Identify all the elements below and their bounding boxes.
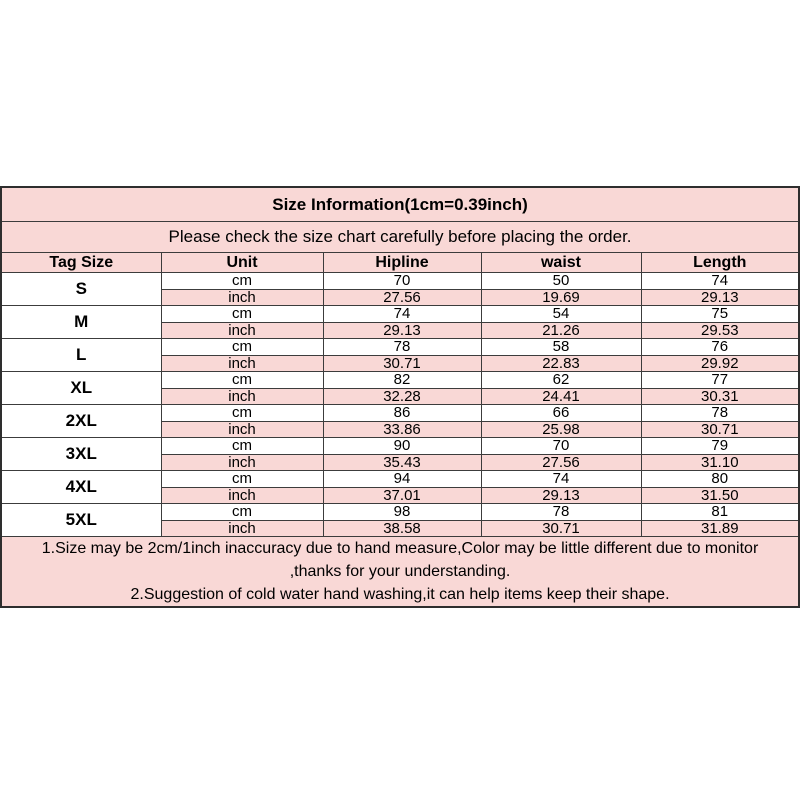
value-cm-2: 76	[641, 339, 799, 356]
size-row-4xl-cm	[1, 471, 799, 488]
unit-label-inch: inch	[161, 355, 323, 372]
unit-label-cm: cm	[161, 339, 323, 356]
size-tag-4xl: 4XL	[1, 471, 161, 504]
value-cm-0: 82	[323, 372, 481, 389]
value-cm-2: 77	[641, 372, 799, 389]
value-inch-0: 29.13	[323, 322, 481, 339]
value-cm-1: 66	[481, 405, 641, 422]
size-tag-s: S	[1, 273, 161, 306]
value-inch-1: 30.71	[481, 520, 641, 537]
column-header-waist: waist	[481, 253, 641, 273]
column-header-hipline: Hipline	[323, 253, 481, 273]
unit-label-cm: cm	[161, 438, 323, 455]
value-inch-2: 29.13	[641, 289, 799, 306]
size-row-2xl-cm	[1, 405, 799, 422]
value-inch-2: 31.50	[641, 487, 799, 504]
value-cm-2: 81	[641, 504, 799, 521]
value-cm-1: 54	[481, 306, 641, 323]
value-inch-2: 30.31	[641, 388, 799, 405]
value-inch-1: 29.13	[481, 487, 641, 504]
unit-label-cm: cm	[161, 372, 323, 389]
note-line-3: 2.Suggestion of cold water hand washing,it can help items keep their shape.	[130, 586, 670, 603]
column-header-length: Length	[641, 253, 799, 273]
unit-label-inch: inch	[161, 421, 323, 438]
size-row-m-cm	[1, 306, 799, 323]
unit-label-cm: cm	[161, 504, 323, 521]
value-cm-1: 74	[481, 471, 641, 488]
value-cm-1: 50	[481, 273, 641, 290]
unit-label-cm: cm	[161, 471, 323, 488]
value-inch-0: 35.43	[323, 454, 481, 471]
value-inch-2: 30.71	[641, 421, 799, 438]
value-inch-1: 27.56	[481, 454, 641, 471]
notes-cell	[1, 537, 799, 608]
column-header-tag-size: Tag Size	[1, 253, 161, 273]
value-inch-0: 32.28	[323, 388, 481, 405]
column-header-unit: Unit	[161, 253, 323, 273]
size-row-xl-cm	[1, 372, 799, 389]
value-cm-1: 62	[481, 372, 641, 389]
value-inch-2: 29.92	[641, 355, 799, 372]
value-cm-1: 58	[481, 339, 641, 356]
value-inch-0: 37.01	[323, 487, 481, 504]
unit-label-inch: inch	[161, 388, 323, 405]
unit-label-cm: cm	[161, 273, 323, 290]
value-inch-2: 31.10	[641, 454, 799, 471]
note-line-1: 1.Size may be 2cm/1inch inaccuracy due to hand measure,Color may be little different due to monitor	[41, 540, 759, 557]
value-inch-2: 29.53	[641, 322, 799, 339]
value-inch-1: 22.83	[481, 355, 641, 372]
unit-label-inch: inch	[161, 487, 323, 504]
size-tag-xl: XL	[1, 372, 161, 405]
size-tag-m: M	[1, 306, 161, 339]
value-cm-0: 98	[323, 504, 481, 521]
value-cm-0: 90	[323, 438, 481, 455]
value-inch-2: 31.89	[641, 520, 799, 537]
size-chart	[0, 186, 798, 608]
note-line-2: ,thanks for your understanding.	[289, 563, 511, 580]
unit-label-cm: cm	[161, 306, 323, 323]
size-chart-subtitle: Please check the size chart carefully before placing the order.	[1, 222, 799, 253]
value-inch-0: 30.71	[323, 355, 481, 372]
subtitle-row	[1, 222, 799, 253]
value-inch-0: 38.58	[323, 520, 481, 537]
value-cm-2: 75	[641, 306, 799, 323]
size-row-s-cm	[1, 273, 799, 290]
value-cm-2: 79	[641, 438, 799, 455]
value-cm-1: 70	[481, 438, 641, 455]
unit-label-inch: inch	[161, 322, 323, 339]
value-cm-2: 80	[641, 471, 799, 488]
size-tag-5xl: 5XL	[1, 504, 161, 537]
size-tag-3xl: 3XL	[1, 438, 161, 471]
value-inch-1: 21.26	[481, 322, 641, 339]
size-row-3xl-cm	[1, 438, 799, 455]
value-cm-0: 70	[323, 273, 481, 290]
value-inch-0: 27.56	[323, 289, 481, 306]
unit-label-inch: inch	[161, 520, 323, 537]
value-cm-2: 74	[641, 273, 799, 290]
value-inch-1: 24.41	[481, 388, 641, 405]
value-inch-0: 33.86	[323, 421, 481, 438]
size-tag-l: L	[1, 339, 161, 372]
notes-row	[1, 537, 799, 608]
size-row-5xl-cm	[1, 504, 799, 521]
unit-label-inch: inch	[161, 454, 323, 471]
value-cm-0: 94	[323, 471, 481, 488]
value-cm-0: 78	[323, 339, 481, 356]
value-cm-1: 78	[481, 504, 641, 521]
value-inch-1: 19.69	[481, 289, 641, 306]
size-tag-2xl: 2XL	[1, 405, 161, 438]
unit-label-cm: cm	[161, 405, 323, 422]
size-row-l-cm	[1, 339, 799, 356]
size-chart-table	[0, 186, 800, 608]
column-header-row	[1, 253, 799, 273]
unit-label-inch: inch	[161, 289, 323, 306]
value-cm-2: 78	[641, 405, 799, 422]
title-row	[1, 187, 799, 222]
value-cm-0: 74	[323, 306, 481, 323]
value-cm-0: 86	[323, 405, 481, 422]
value-inch-1: 25.98	[481, 421, 641, 438]
size-chart-title: Size Information(1cm=0.39inch)	[1, 187, 799, 222]
